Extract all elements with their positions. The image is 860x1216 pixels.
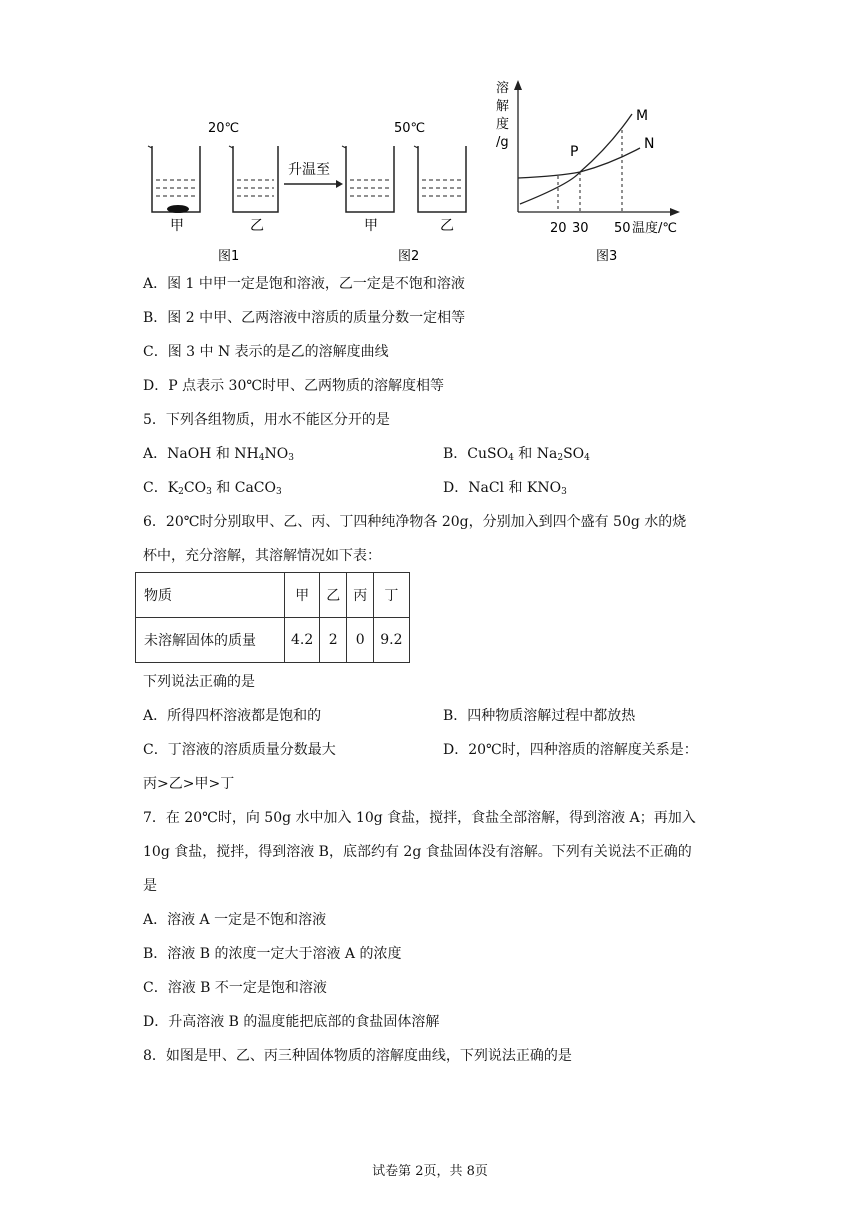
q7-option-b: B．溶液 B 的浓度一定大于溶液 A 的浓度 (143, 946, 402, 962)
solubility-figure (140, 76, 700, 266)
table-header-cell: 乙 (320, 573, 347, 618)
table-cell: 9.2 (374, 618, 409, 663)
y-axis-label-1: 溶 (496, 81, 510, 96)
table-header-cell: 丁 (374, 573, 409, 618)
q6-option-d-continued: 丙>乙>甲>丁 (143, 776, 235, 792)
beaker-label-yi-2: 乙 (440, 218, 454, 234)
figure-label-1: 图1 (218, 249, 240, 264)
y-axis-label-4: /g (496, 135, 509, 150)
q4-option-b: B．图 2 中甲、乙两溶液中溶质的质量分数一定相等 (143, 310, 466, 326)
table-header-row (136, 573, 410, 618)
beaker-label-jia-1: 甲 (170, 218, 184, 234)
q7-option-d: D．升高溶液 B 的温度能把底部的食盐固体溶解 (143, 1014, 440, 1030)
table-cell: 2 (320, 618, 347, 663)
beaker-jia-1 (148, 146, 200, 213)
beaker-jia-2 (342, 146, 394, 212)
arrow-label: 升温至 (288, 162, 330, 178)
q4-option-a: A．图 1 中甲一定是饱和溶液，乙一定是不饱和溶液 (143, 276, 465, 292)
temp-label-1: 20℃ (208, 121, 240, 136)
table-row (136, 618, 410, 663)
x-axis-label: 温度/℃ (632, 221, 677, 236)
table-header-cell: 物质 (136, 573, 285, 618)
beaker-yi-2 (414, 146, 466, 212)
solubility-graph (496, 80, 680, 264)
y-axis-arrow (514, 80, 522, 90)
solubility-table (135, 572, 410, 663)
curve-m-label: M (636, 108, 649, 124)
table-cell: 4.2 (285, 618, 320, 663)
q6-prompt: 下列说法正确的是 (143, 674, 255, 690)
q6-stem-line1: 6．20℃时分别取甲、乙、丙、丁四种纯净物各 20g，分别加入到四个盛有 50g 水的烧 (143, 514, 687, 530)
q4-option-d: D．P 点表示 30℃时甲、乙两物质的溶解度相等 (143, 378, 445, 394)
table-cell: 0 (347, 618, 374, 663)
y-axis-label-3: 度 (496, 117, 510, 132)
point-p-label: P (570, 144, 579, 160)
curve-n-label: N (644, 136, 655, 152)
q5-option-a: A．NaOH 和 $NH_4NO_3$ (143, 446, 294, 463)
q6-option-d: D．20℃时，四种溶质的溶解度关系是： (443, 742, 698, 758)
x-axis-arrow (670, 208, 680, 216)
undissolved-solid (167, 205, 189, 213)
x-tick-20: 20 (550, 221, 567, 236)
table-cell: 未溶解固体的质量 (136, 618, 285, 663)
arrow-head (336, 180, 343, 188)
x-tick-50: 50 (614, 221, 631, 236)
q6-stem-line2: 杯中，充分溶解，其溶解情况如下表： (143, 548, 381, 564)
page-footer: 试卷第 2页，共 8页 (372, 1164, 488, 1179)
q6-option-a: A．所得四杯溶液都是饱和的 (143, 708, 322, 724)
q4-option-c: C．图 3 中 N 表示的是乙的溶解度曲线 (143, 344, 389, 360)
q7-option-a: A．溶液 A 一定是不饱和溶液 (143, 912, 327, 928)
figure-label-2: 图2 (398, 249, 420, 264)
q5-option-c: C．$K_2CO_3$ 和 CaCO$_3$ (143, 480, 282, 497)
temp-label-2: 50℃ (394, 121, 426, 136)
beaker-yi-1 (229, 146, 278, 212)
q7-option-c: C．溶液 B 不一定是饱和溶液 (143, 980, 327, 996)
y-axis-label-2: 解 (496, 99, 510, 114)
table-header-cell: 甲 (285, 573, 320, 618)
table-header-cell: 丙 (347, 573, 374, 618)
q7-stem-line1: 7．在 20℃时，向 50g 水中加入 10g 食盐，搅拌，食盐全部溶解，得到溶液 A；再加入 (143, 810, 696, 826)
q6-option-b: B．四种物质溶解过程中都放热 (443, 708, 636, 724)
q8-stem: 8．如图是甲、乙、丙三种固体物质的溶解度曲线，下列说法正确的是 (143, 1048, 572, 1064)
q7-stem-line3: 是 (143, 878, 157, 894)
beaker-label-yi-1: 乙 (250, 218, 264, 234)
q5-stem: 5．下列各组物质，用水不能区分开的是 (143, 412, 390, 428)
q6-option-c: C．丁溶液的溶质质量分数最大 (143, 742, 336, 758)
q5-option-b: B．CuSO$_4$ 和 $Na_2SO_4$ (443, 446, 590, 463)
q7-stem-line2: 10g 食盐，搅拌，得到溶液 B，底部约有 2g 食盐固体没有溶解。下列有关说法不正确的 (143, 844, 692, 860)
q5-option-d: D．NaCl 和 $KNO_3$ (443, 480, 567, 497)
beaker-label-jia-2: 甲 (364, 218, 378, 234)
x-tick-30: 30 (572, 221, 589, 236)
figure-label-3: 图3 (596, 249, 618, 264)
